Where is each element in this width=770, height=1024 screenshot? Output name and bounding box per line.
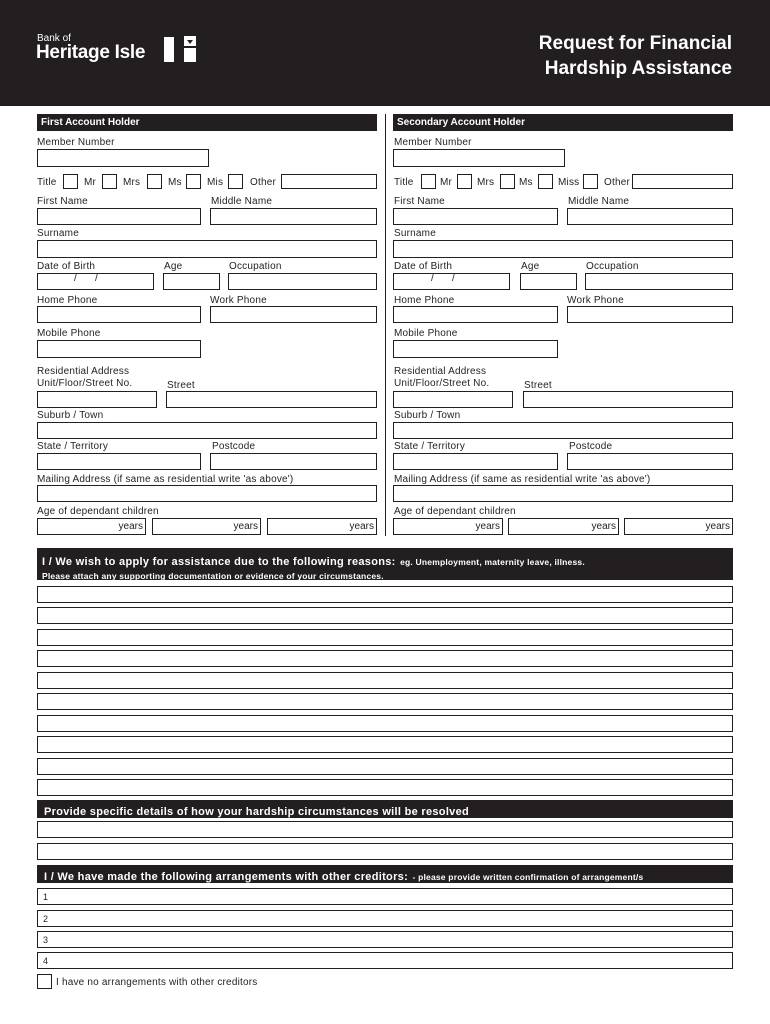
second-first-name-label: First Name xyxy=(394,196,445,207)
first-title-mr-checkbox[interactable] xyxy=(63,174,78,189)
first-first-name-input[interactable] xyxy=(37,208,201,225)
second-age-label: Age xyxy=(521,261,540,272)
first-children-label: Age of dependant children xyxy=(37,506,159,517)
second-title-ms-checkbox[interactable] xyxy=(500,174,515,189)
second-postcode-label: Postcode xyxy=(569,441,613,452)
second-street-label: Street xyxy=(524,380,552,391)
second-suburb-label: Suburb / Town xyxy=(394,410,461,421)
second-work-phone-input[interactable] xyxy=(567,306,733,323)
first-mobile-phone-input[interactable] xyxy=(37,340,201,358)
second-middle-name-input[interactable] xyxy=(567,208,733,225)
creditors-heading: I / We have made the following arrangements with other creditors: xyxy=(44,871,409,883)
second-surname-label: Surname xyxy=(394,228,436,239)
creditors-heading-bar xyxy=(37,865,733,883)
reasons-heading: I / We wish to apply for assistance due to the following reasons: xyxy=(42,556,396,568)
first-state-input[interactable] xyxy=(37,453,201,470)
second-unit-label: Unit/Floor/Street No. xyxy=(394,378,490,389)
first-mailing-input[interactable] xyxy=(37,485,377,502)
reasons-line-7[interactable] xyxy=(37,715,733,732)
first-middle-name-input[interactable] xyxy=(210,208,377,225)
second-age-input[interactable] xyxy=(520,273,577,290)
second-title-ms-label: Ms xyxy=(519,177,533,188)
second-first-name-input[interactable] xyxy=(393,208,558,225)
creditor-row-4[interactable]: 4 xyxy=(37,952,733,969)
first-member-number-input[interactable] xyxy=(37,149,209,167)
second-street-input[interactable] xyxy=(523,391,733,408)
first-work-phone-input[interactable] xyxy=(210,306,377,323)
first-holder-heading: First Account Holder xyxy=(37,114,377,131)
first-title-other-checkbox[interactable] xyxy=(228,174,243,189)
first-middle-name-label: Middle Name xyxy=(211,196,273,207)
resolve-heading-bar xyxy=(37,800,733,818)
no-arrangements-checkbox[interactable] xyxy=(37,974,52,989)
second-suburb-input[interactable] xyxy=(393,422,733,439)
reasons-subheading: Please attach any supporting documentation or evidence of your circumstances. xyxy=(42,571,384,581)
second-title-mrs-checkbox[interactable] xyxy=(457,174,472,189)
first-surname-label: Surname xyxy=(37,228,79,239)
first-title-other-label: Other xyxy=(250,177,277,188)
first-mobile-phone-label: Mobile Phone xyxy=(37,328,101,339)
reasons-line-2[interactable] xyxy=(37,607,733,624)
second-dob-slash-2: / xyxy=(452,273,455,284)
first-surname-input[interactable] xyxy=(37,240,377,258)
reasons-line-5[interactable] xyxy=(37,672,733,689)
second-middle-name-label: Middle Name xyxy=(568,196,630,207)
second-state-input[interactable] xyxy=(393,453,558,470)
first-dob-slash-1: / xyxy=(74,273,77,284)
first-suburb-input[interactable] xyxy=(37,422,377,439)
first-member-number-label: Member Number xyxy=(37,137,115,148)
second-holder-heading: Secondary Account Holder xyxy=(393,114,733,131)
first-dob-slash-2: / xyxy=(95,273,98,284)
no-arrangements-label: I have no arrangements with other creditors xyxy=(56,977,258,988)
second-title-mrs-label: Mrs xyxy=(477,177,495,188)
second-title-mr-label: Mr xyxy=(440,177,453,188)
first-child-age-2-input[interactable]: years xyxy=(152,518,261,535)
second-home-phone-label: Home Phone xyxy=(394,295,455,306)
reasons-line-6[interactable] xyxy=(37,693,733,710)
second-occupation-input[interactable] xyxy=(585,273,733,290)
second-title-mr-checkbox[interactable] xyxy=(421,174,436,189)
second-unit-input[interactable] xyxy=(393,391,513,408)
first-title-label: Title xyxy=(37,177,57,188)
reasons-example: eg. Unemployment, maternity leave, illness. xyxy=(400,557,585,567)
first-occupation-label: Occupation xyxy=(229,261,282,272)
second-title-other-input[interactable] xyxy=(632,174,733,189)
reasons-line-9[interactable] xyxy=(37,758,733,775)
second-postcode-input[interactable] xyxy=(567,453,733,470)
second-member-number-input[interactable] xyxy=(393,149,565,167)
first-age-input[interactable] xyxy=(163,273,220,290)
first-title-mr-label: Mr xyxy=(84,177,97,188)
logo-bar-icon xyxy=(164,37,174,62)
first-home-phone-label: Home Phone xyxy=(37,295,98,306)
second-member-number-label: Member Number xyxy=(394,137,472,148)
form-title-line2: Hardship Assistance xyxy=(544,58,732,79)
second-residential-address-label: Residential Address xyxy=(394,366,487,377)
resolve-heading: Provide specific details of how your hardship circumstances will be resolved xyxy=(44,806,470,818)
second-title-miss-checkbox[interactable] xyxy=(538,174,553,189)
creditors-note: - please provide written confirmation of arrangement/s xyxy=(412,872,644,882)
bank-logo-name: Heritage Isle xyxy=(36,42,146,63)
reasons-line-4[interactable] xyxy=(37,650,733,667)
second-state-label: State / Territory xyxy=(394,441,466,452)
first-mailing-label: Mailing Address (if same as residential write 'as above') xyxy=(37,474,294,485)
first-title-mrs-label: Mrs xyxy=(123,177,141,188)
second-work-phone-label: Work Phone xyxy=(567,295,624,306)
creditor-row-2[interactable]: 2 xyxy=(37,910,733,927)
second-home-phone-input[interactable] xyxy=(393,306,558,323)
reasons-line-1[interactable] xyxy=(37,586,733,603)
creditor-row-3[interactable]: 3 xyxy=(37,931,733,948)
bank-logo-small-text: Bank of xyxy=(37,33,71,44)
second-title-label: Title xyxy=(394,177,414,188)
first-title-ms-checkbox[interactable] xyxy=(147,174,162,189)
column-divider xyxy=(385,114,386,536)
first-street-label: Street xyxy=(167,380,195,391)
second-child-age-1-input[interactable]: years xyxy=(393,518,503,535)
second-dob-slash-1: / xyxy=(431,273,434,284)
resolve-line-2[interactable] xyxy=(37,843,733,860)
second-occupation-label: Occupation xyxy=(586,261,639,272)
second-title-other-checkbox[interactable] xyxy=(583,174,598,189)
first-postcode-input[interactable] xyxy=(210,453,377,470)
first-suburb-label: Suburb / Town xyxy=(37,410,104,421)
first-first-name-label: First Name xyxy=(37,196,88,207)
creditor-row-1[interactable]: 1 xyxy=(37,888,733,905)
first-title-mis-label: Mis xyxy=(207,177,224,188)
first-unit-label: Unit/Floor/Street No. xyxy=(37,378,133,389)
second-surname-input[interactable] xyxy=(393,240,733,258)
reasons-line-8[interactable] xyxy=(37,736,733,753)
first-title-mrs-checkbox[interactable] xyxy=(102,174,117,189)
first-dob-label: Date of Birth xyxy=(37,261,96,272)
first-postcode-label: Postcode xyxy=(212,441,256,452)
form-title-line1: Request for Financial xyxy=(538,33,732,54)
logo-shield-icon xyxy=(184,36,196,62)
second-title-other-label: Other xyxy=(604,177,631,188)
first-street-input[interactable] xyxy=(166,391,377,408)
second-title-miss-label: Miss xyxy=(558,177,580,188)
second-mobile-phone-label: Mobile Phone xyxy=(394,328,458,339)
first-home-phone-input[interactable] xyxy=(37,306,201,323)
second-dob-label: Date of Birth xyxy=(394,261,453,272)
first-title-mis-checkbox[interactable] xyxy=(186,174,201,189)
first-age-label: Age xyxy=(164,261,183,272)
second-mailing-label: Mailing Address (if same as residential write 'as above') xyxy=(394,474,651,485)
reasons-heading-bar xyxy=(37,548,733,580)
first-title-ms-label: Ms xyxy=(168,177,182,188)
resolve-line-1[interactable] xyxy=(37,821,733,838)
first-occupation-input[interactable] xyxy=(228,273,377,290)
first-residential-address-label: Residential Address xyxy=(37,366,130,377)
first-child-age-3-input[interactable]: years xyxy=(267,518,377,535)
second-mailing-input[interactable] xyxy=(393,485,733,502)
first-child-age-1-input[interactable]: years xyxy=(37,518,146,535)
second-children-label: Age of dependant children xyxy=(394,506,516,517)
reasons-line-10[interactable] xyxy=(37,779,733,796)
second-mobile-phone-input[interactable] xyxy=(393,340,558,358)
first-state-label: State / Territory xyxy=(37,441,109,452)
first-work-phone-label: Work Phone xyxy=(210,295,267,306)
first-title-other-input[interactable] xyxy=(281,174,377,189)
second-child-age-2-input[interactable]: years xyxy=(508,518,619,535)
first-unit-input[interactable] xyxy=(37,391,157,408)
second-child-age-3-input[interactable]: years xyxy=(624,518,733,535)
reasons-line-3[interactable] xyxy=(37,629,733,646)
